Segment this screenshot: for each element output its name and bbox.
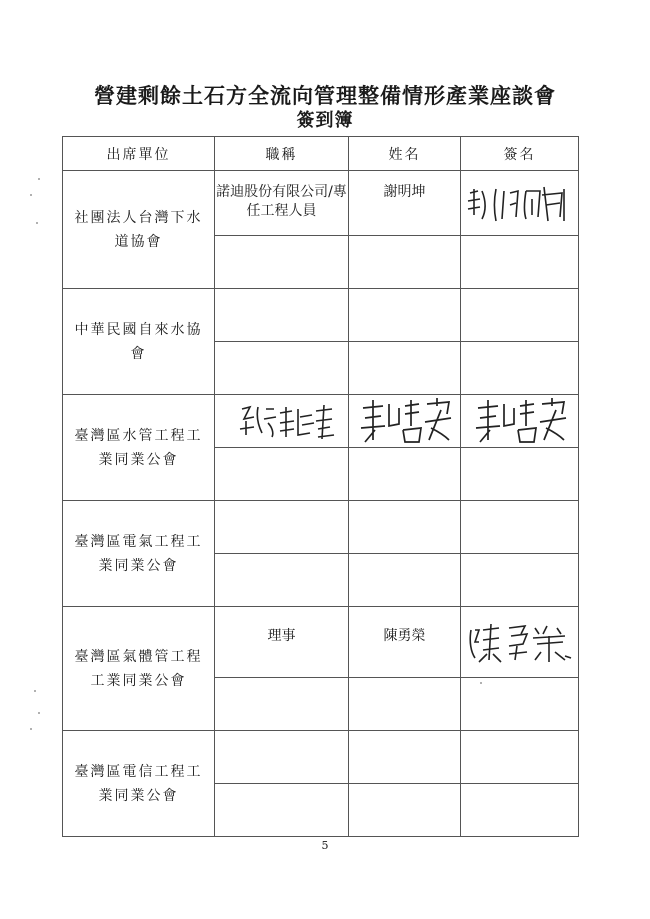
signature-cell xyxy=(461,554,579,607)
signature-cell xyxy=(461,731,579,784)
name-cell xyxy=(349,289,461,342)
scan-speck xyxy=(36,222,38,224)
signature-cell xyxy=(461,236,579,289)
header-position: 職稱 xyxy=(215,137,349,171)
name-cell: 陳勇榮 xyxy=(349,607,461,678)
signature-cell xyxy=(461,784,579,837)
org-cell: 中華民國自來水協會 xyxy=(63,289,215,395)
name-cell xyxy=(349,448,461,501)
handwritten-signature xyxy=(465,620,575,664)
name-cell: 謝明坤 xyxy=(349,171,461,236)
name-cell xyxy=(349,731,461,784)
name-cell xyxy=(349,395,461,448)
signature-cell xyxy=(461,289,579,342)
org-cell: 臺灣區電信工程工業同業公會 xyxy=(63,731,215,837)
position-cell xyxy=(215,236,349,289)
signature-cell xyxy=(461,395,579,448)
header-signature: 簽名 xyxy=(461,137,579,171)
header-name: 姓名 xyxy=(349,137,461,171)
org-cell: 臺灣區電氣工程工業同業公會 xyxy=(63,501,215,607)
signature-cell xyxy=(461,607,579,678)
position-cell xyxy=(215,554,349,607)
scan-speck xyxy=(30,194,32,196)
org-cell: 臺灣區水管工程工業同業公會 xyxy=(63,395,215,501)
position-cell xyxy=(215,342,349,395)
position-cell xyxy=(215,289,349,342)
page-number: 5 xyxy=(321,839,329,852)
org-cell: 臺灣區氣體管工程工業同業公會 xyxy=(63,607,215,731)
position-cell xyxy=(215,448,349,501)
name-cell xyxy=(349,554,461,607)
header-row xyxy=(63,137,579,171)
signature-cell xyxy=(461,501,579,554)
scan-speck xyxy=(34,690,36,692)
name-cell xyxy=(349,236,461,289)
position-cell xyxy=(215,784,349,837)
handwritten-signature xyxy=(464,181,576,225)
table-row xyxy=(63,289,579,342)
position-cell: 理事 xyxy=(215,607,349,678)
signature-cell xyxy=(461,342,579,395)
table-row xyxy=(63,607,579,678)
name-cell xyxy=(349,784,461,837)
handwritten-signature xyxy=(470,396,570,446)
name-cell xyxy=(349,501,461,554)
table-row xyxy=(63,731,579,784)
signature-cell xyxy=(461,171,579,236)
document-subtitle: 簽到簿 xyxy=(296,110,354,131)
header-unit: 出席單位 xyxy=(63,137,215,171)
position-cell xyxy=(215,678,349,731)
position-cell: 諾迪股份有限公司/專任工程人員 xyxy=(215,171,349,236)
signature-cell xyxy=(461,678,579,731)
handwritten-name xyxy=(355,396,455,446)
table-row xyxy=(63,171,579,236)
name-cell xyxy=(349,342,461,395)
sign-in-table xyxy=(62,136,579,837)
position-cell xyxy=(215,395,349,448)
org-cell: 社團法人台灣下水道協會 xyxy=(63,171,215,289)
signature-cell xyxy=(461,448,579,501)
table-row xyxy=(63,501,579,554)
scan-speck xyxy=(30,728,32,730)
scan-speck xyxy=(38,712,40,714)
document-title: 營建剩餘土石方全流向管理整備情形產業座談會 xyxy=(94,84,556,108)
name-cell xyxy=(349,678,461,731)
scan-speck xyxy=(38,178,40,180)
scan-speck xyxy=(480,682,482,684)
handwritten-position xyxy=(222,399,342,443)
position-cell xyxy=(215,731,349,784)
position-cell xyxy=(215,501,349,554)
table-row xyxy=(63,395,579,448)
